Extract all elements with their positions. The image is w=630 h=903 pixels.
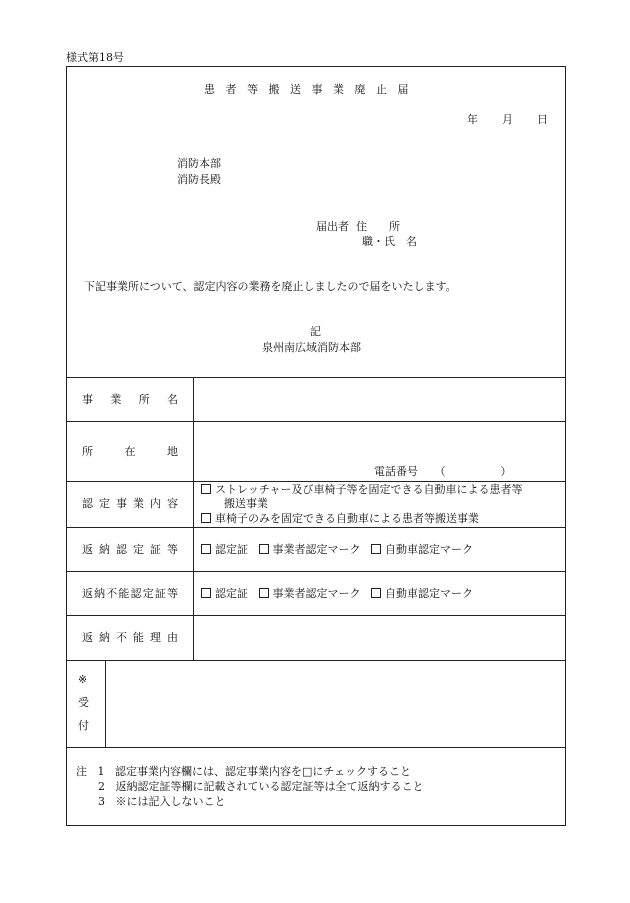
unreturnable-vehicle-mark-option[interactable]: 自動車認定マーク <box>371 587 473 600</box>
phone-field[interactable]: 電話番号 （ ） <box>374 465 512 478</box>
note-1: 注 1 認定事業内容欄には、認定事業内容を□にチェックすること <box>76 765 412 778</box>
date-month: 月 <box>502 113 513 126</box>
checkbox-icon[interactable] <box>201 513 211 523</box>
checkbox-icon[interactable] <box>259 588 269 598</box>
cert-option-2[interactable]: 車椅子のみを固定できる自動車による患者等搬送事業 <box>201 513 479 524</box>
note-3: 3 ※には記入しないこと <box>98 795 226 808</box>
form-number: 様式第18号 <box>66 51 124 64</box>
unreturnable-reason-label: 返納不能理由 <box>82 631 178 644</box>
cert-option-1-cont: 搬送事業 <box>224 497 268 510</box>
column-divider <box>105 660 106 747</box>
checkbox-icon[interactable] <box>371 588 381 598</box>
addressee-chief: 消防長殿 <box>177 173 221 186</box>
location-label: 所在地 <box>82 445 178 458</box>
unreturnable-certs-label: 返納不能認定証等 <box>82 587 178 600</box>
unreturnable-cert-option[interactable]: 認定証 <box>201 587 248 600</box>
reception-label-1: 受 <box>78 696 89 709</box>
business-name-label: 事業所名 <box>82 393 178 406</box>
date-line <box>467 114 548 125</box>
form-title: 患者等搬送事業廃止届 <box>204 83 419 96</box>
return-vehicle-mark-option[interactable]: 自動車認定マーク <box>371 543 473 556</box>
applicant-name-label: 職・氏 名 <box>362 235 417 248</box>
divider <box>66 747 566 748</box>
unreturnable-business-mark-option[interactable]: 事業者認定マーク <box>259 587 361 600</box>
organization-name: 泉州南広域消防本部 <box>262 341 361 354</box>
business-name-field[interactable] <box>193 378 565 420</box>
date-day: 日 <box>537 113 548 126</box>
applicant-address-line <box>316 221 400 232</box>
checkbox-icon[interactable] <box>201 588 211 598</box>
checkbox-icon[interactable] <box>201 544 211 554</box>
return-certs-label: 返納認定証等 <box>82 543 178 556</box>
reception-label-2: 付 <box>78 719 89 732</box>
cert-content-label: 認定事業内容 <box>82 497 178 510</box>
checkbox-icon[interactable] <box>371 544 381 554</box>
ki-heading: 記 <box>310 325 321 338</box>
applicant-label: 届出者 <box>316 220 349 233</box>
checkbox-icon[interactable] <box>259 544 269 554</box>
unreturnable-reason-field[interactable] <box>193 616 565 659</box>
divider <box>66 660 566 661</box>
divider <box>66 481 566 482</box>
cert-option-1[interactable]: ストレッチャー及び車椅子等を固定できる自動車による患者等 <box>201 484 523 495</box>
note-2: 2 返納認定証等欄に記載されている認定証等は全て返納すること <box>98 780 424 793</box>
return-cert-option[interactable]: 認定証 <box>201 543 248 556</box>
return-business-mark-option[interactable]: 事業者認定マーク <box>259 543 361 556</box>
applicant-address-label: 住 所 <box>356 220 400 233</box>
unreturnable-certs-options <box>201 588 473 599</box>
divider <box>66 571 566 572</box>
location-field[interactable] <box>193 422 565 460</box>
divider <box>66 527 566 528</box>
body-text: 下記事業所について、認定内容の業務を廃止しましたので届をいたします。 <box>84 280 457 293</box>
date-year: 年 <box>467 113 478 126</box>
addressee-dept: 消防本部 <box>177 157 221 170</box>
reception-mark: ※ <box>78 673 88 686</box>
checkbox-icon[interactable] <box>201 484 211 494</box>
return-certs-options <box>201 544 473 555</box>
